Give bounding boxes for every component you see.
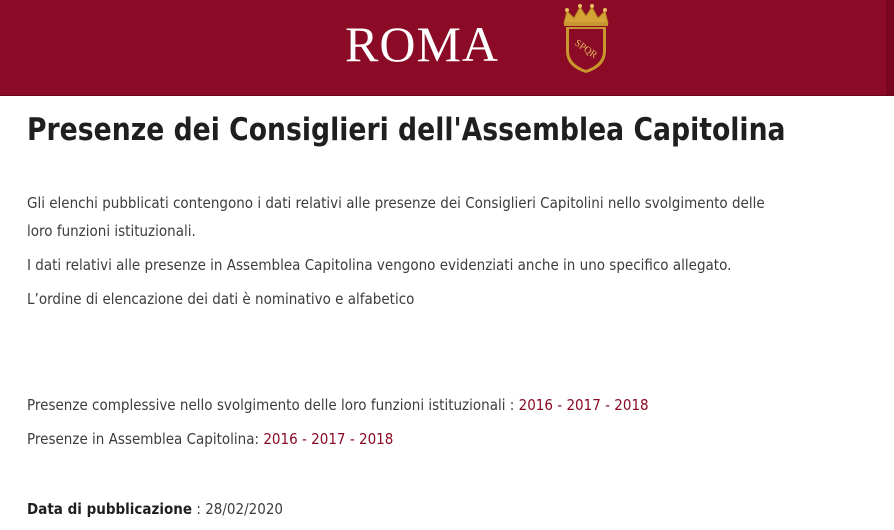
complessive-2018-link[interactable]: 2018: [614, 396, 649, 414]
presenze-complessive-label: Presenze complessive nello svolgimento delle loro funzioni istituzionali :: [27, 396, 519, 414]
intro-paragraph-1-cont: loro funzioni istituzionali.: [27, 222, 196, 240]
publication-label: Data di pubblicazione: [27, 500, 193, 518]
complessive-2016-link[interactable]: 2016: [518, 396, 553, 414]
complessive-2017-link[interactable]: 2017: [566, 396, 601, 414]
publication-value: : 28/02/2020: [192, 500, 284, 518]
presenze-assemblea-row: [27, 425, 801, 453]
publication-date: [27, 495, 283, 523]
assemblea-2017-link[interactable]: 2017: [311, 430, 346, 448]
roma-crest-icon[interactable]: [558, 3, 614, 75]
attachments-links: [27, 391, 887, 459]
intro-paragraph-1: Gli elenchi pubblicati contengono i dati relativi alle presenze dei Consiglieri Capitolini nello svolgimento delle: [27, 194, 765, 212]
separator: -: [600, 396, 615, 414]
header-edge: [886, 0, 894, 95]
site-header: [0, 0, 894, 96]
separator: -: [297, 430, 312, 448]
intro-text: [27, 189, 887, 319]
intro-paragraph-2: I dati relativi alle presenze in Assemblea Capitolina vengono evidenziati anche in uno specifico allegato.: [27, 256, 732, 274]
roma-logo-text[interactable]: ROMA: [345, 16, 500, 72]
main-content: [27, 112, 847, 148]
crest-text: SPQR: [572, 37, 600, 62]
separator: -: [345, 430, 359, 448]
page-title: Presenze dei Consiglieri dell'Assemblea Capitolina: [27, 112, 786, 148]
presenze-complessive-row: [27, 391, 801, 419]
presenze-assemblea-label: Presenze in Assemblea Capitolina:: [27, 430, 264, 448]
intro-paragraph-3: L’ordine di elencazione dei dati è nominativo e alfabetico: [27, 290, 415, 308]
assemblea-2016-link[interactable]: 2016: [263, 430, 298, 448]
separator: -: [552, 396, 567, 414]
assemblea-2018-link[interactable]: 2018: [358, 430, 394, 448]
